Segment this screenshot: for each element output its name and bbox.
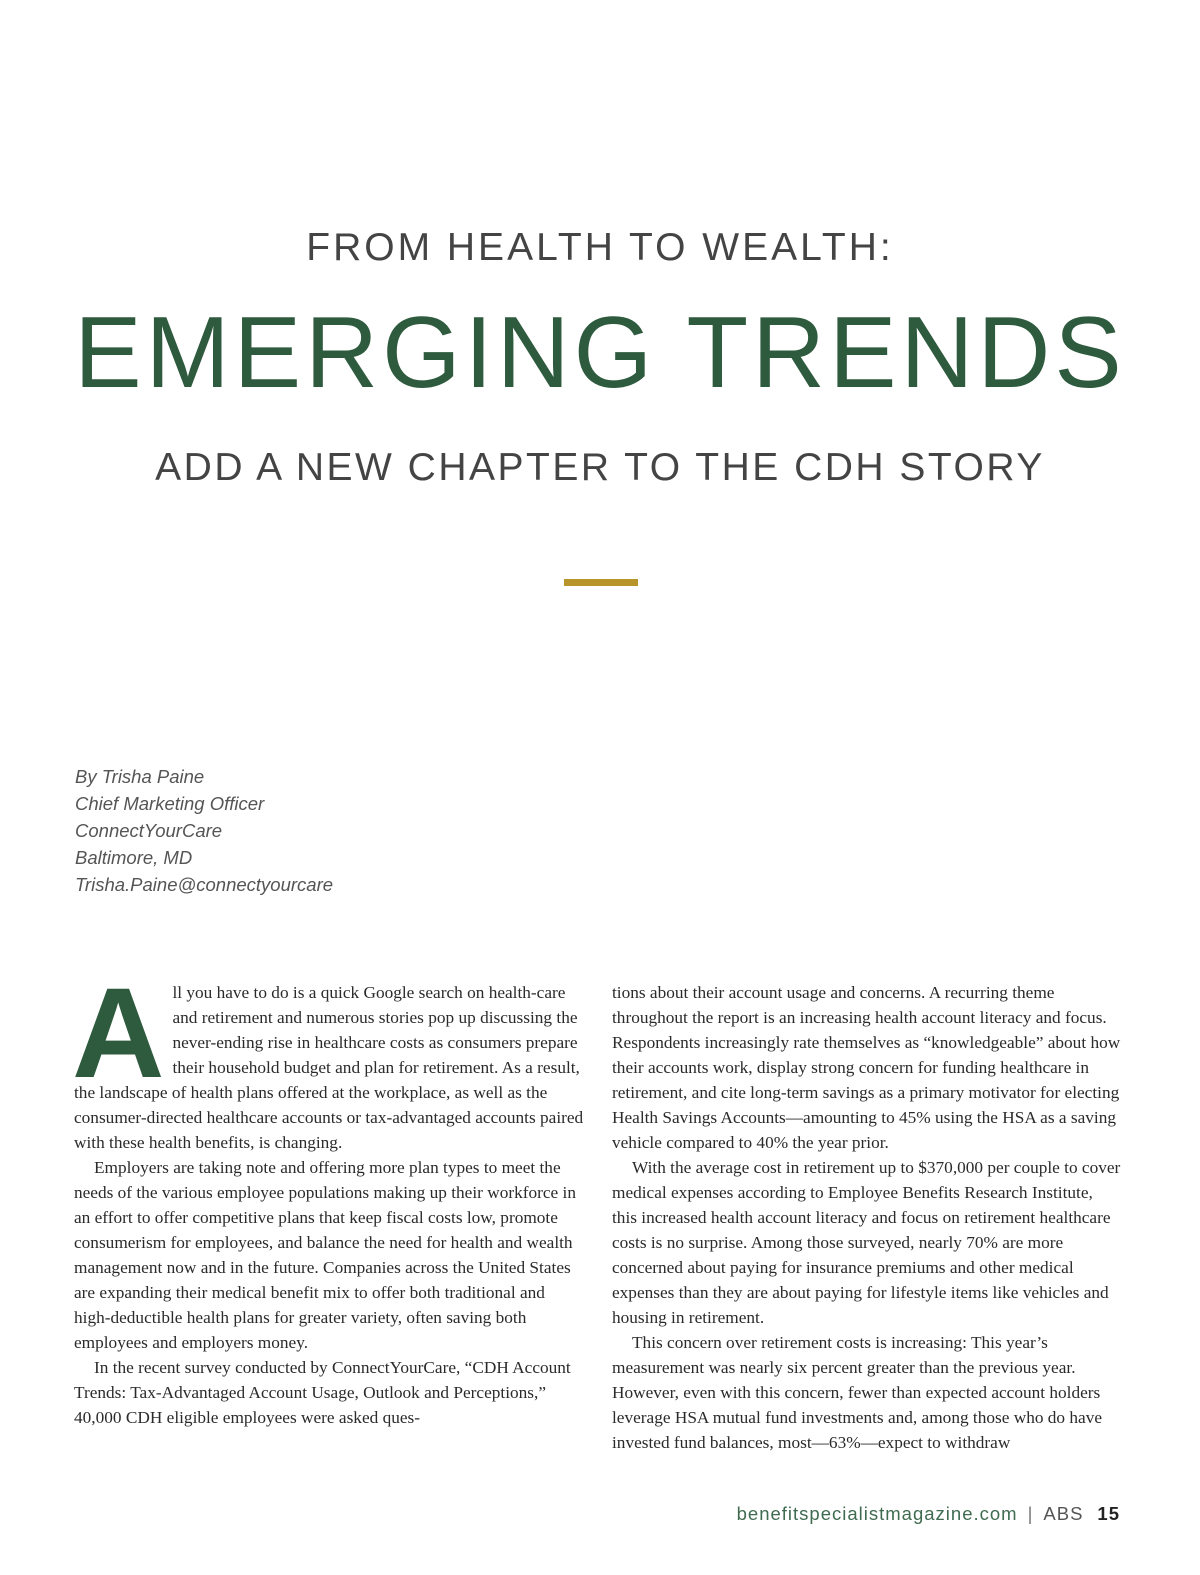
article-paragraph: This concern over retirement costs is increasing: This year’s measurement was nearly six percent greater than the previous year. However, even with this concern, fewer than expected account holders leverage HSA mutual fund investments and, among those who do have invested fund balances, most—63%—expect to withdraw (612, 1333, 1103, 1452)
article-paragraph: In the recent survey conducted by ConnectYourCare, “CDH Account Trends: Tax-Advantaged Account Usage, Outlook and Perceptions,” 40,000 CDH eligible employees were asked ques- (74, 1358, 571, 1427)
article-paragraph: Employers are taking note and offering more plan types to meet the needs of the various employee populations making up their workforce in an effort to offer competitive plans that keep fiscal costs low, promote consumerism for employees, and balance the need for health and wealth management now and in the future. Companies across the United States are expanding their medical benefit mix to offer both traditional and high-deductible health plans for greater variety, often saving both employees and employers money. (74, 1158, 576, 1352)
drop-cap: A (72, 962, 165, 1105)
footer-separator: | (1027, 1503, 1034, 1524)
article-paragraph: tions about their account usage and concerns. A recurring theme throughout the report is an increasing health account literacy and focus. Respondents increasingly rate themselves as “knowledgeable” about how their accounts work, display strong concern for funding healthcare in retirement, and cite long-term savings as a primary motivator for electing Health Savings Accounts—amounting to 45% using the HSA as a saving vehicle compared to 40% the year prior. (612, 983, 1121, 1152)
title-divider-rule (564, 579, 638, 586)
byline-email: Trisha.Paine@connectyourcare (75, 874, 334, 895)
byline-location: Baltimore, MD (75, 847, 193, 868)
page-footer (737, 1503, 1120, 1525)
byline-title: Chief Marketing Officer (75, 793, 265, 814)
byline-author: By Trisha Paine (75, 766, 205, 787)
article-column-right (612, 980, 1122, 1455)
article-paragraph: All you have to do is a quick Google search on health-care and retirement and numerous stories pop up discussing the never-ending rise in healthcare costs as consumers prepare their household budget and plan for retirement. As a result, the landscape of health plans offered at the workplace, as well as the consumer-directed healthcare accounts or tax-advantaged accounts paired with these health benefits, is changing. (72, 962, 584, 1152)
footer-section: ABS (1043, 1503, 1084, 1524)
page-number: 15 (1097, 1503, 1120, 1524)
byline-company: ConnectYourCare (75, 820, 223, 841)
article-paragraph: With the average cost in retirement up to $370,000 per couple to cover medical expenses according to Employee Benefits Research Institute, this increased health account literacy and focus on retirement healthcare costs is no surprise. Among those surveyed, nearly 70% are more concerned about paying for insurance premiums and other medical expenses than they are about paying for lifestyle items like vehicles and housing in retirement. (612, 1158, 1121, 1327)
footer-site-link[interactable]: benefitspecialistmagazine.com (736, 1503, 1018, 1524)
byline (75, 763, 333, 898)
page-kicker: FROM HEALTH TO WEALTH: (306, 226, 894, 269)
page-headline: EMERGING TRENDS (74, 297, 1126, 409)
page-deck: ADD A NEW CHAPTER TO THE CDH STORY (155, 446, 1045, 489)
article-column-left (72, 962, 584, 1430)
